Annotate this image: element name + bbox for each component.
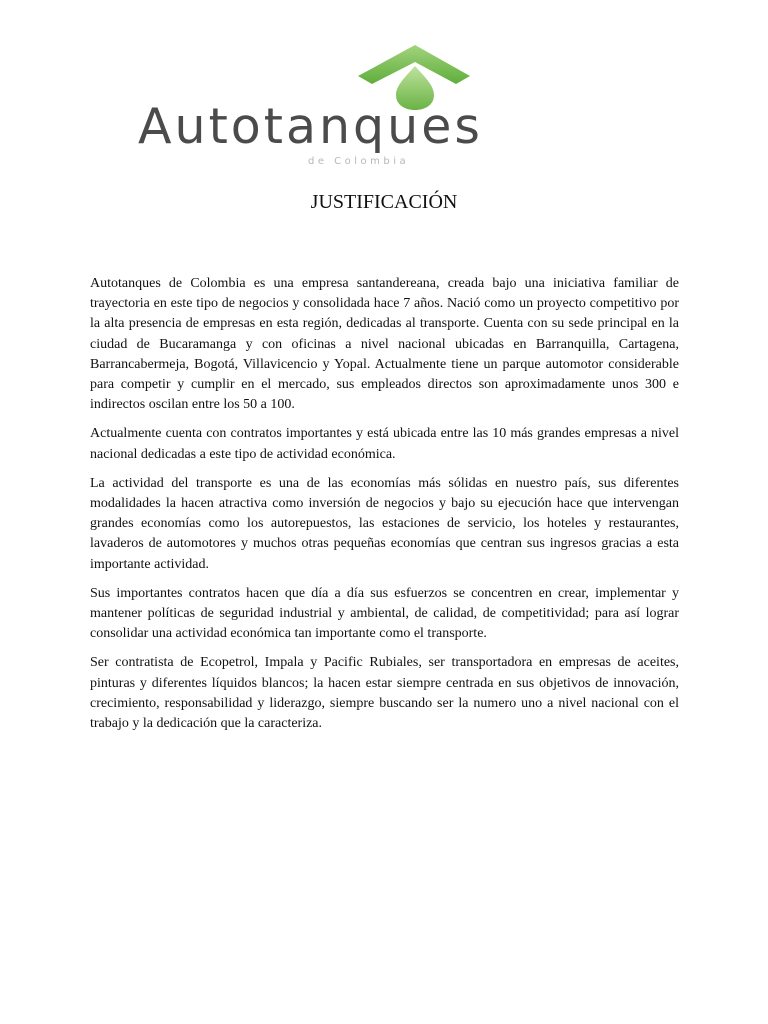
document-body <box>90 274 679 743</box>
paragraph: Sus importantes contratos hacen que día a día sus esfuerzos se concentren en crear, implementar y mantener políticas de seguridad industrial y ambiental, de calidad, de competitividad; para así lograr consolidar una actividad económica tan importante como el transporte. <box>90 585 679 642</box>
paragraph: Autotanques de Colombia es una empresa santandereana, creada bajo una iniciativa familiar de trayectoria en este tipo de negocios y consolidada hace 7 años. Nació como un proyecto competitivo por la alta presencia de empresas en esta región, dedicadas al transporte. Cuenta con su sede principal en la ciudad de Bucaramanga y con oficinas a nivel nacional ubicadas en Barranquilla, Cartagena, Barrancabermeja, Bogotá, Villavicencio y Yopal. Actualmente tiene un parque automotor considerable para competir y cumplir en el mercado, sus empleados directos son aproximadamente unos 300 e indirectos oscilan entre los 50 a 100. <box>90 276 679 413</box>
document-title: JUSTIFICACIÓN <box>310 191 458 213</box>
company-logo <box>130 40 660 167</box>
paragraph: Ser contratista de Ecopetrol, Impala y Pacific Rubiales, ser transportadora en empresas de aceites, pinturas y diferentes líquidos blancos; la hacen estar siempre centrada en sus objetivos de innovación, crecimiento, responsabilidad y liderazgo, siempre buscando ser la numero uno a nivel nacional con el trabajo y la dedicación que la caracteriza. <box>90 655 679 732</box>
paragraph: Actualmente cuenta con contratos importantes y está ubicada entre las 10 más grandes empresas a nivel nacional dedicadas a este tipo de actividad económica. <box>90 426 679 462</box>
logo-subtitle: de Colombia <box>308 156 410 167</box>
logo-wordmark: Autotanques <box>138 98 483 155</box>
paragraph: La actividad del transporte es una de las economías más sólidas en nuestro país, sus diferentes modalidades la hacen atractiva como inversión de negocios y bajo su ejecución hace que intervengan grandes economías como los autorepuestos, las estaciones de servicio, los hoteles y restaurantes, lavaderos de automotores y muchos otras pequeñas economías que centran sus ingresos gracias a esta importante actividad. <box>90 475 679 572</box>
